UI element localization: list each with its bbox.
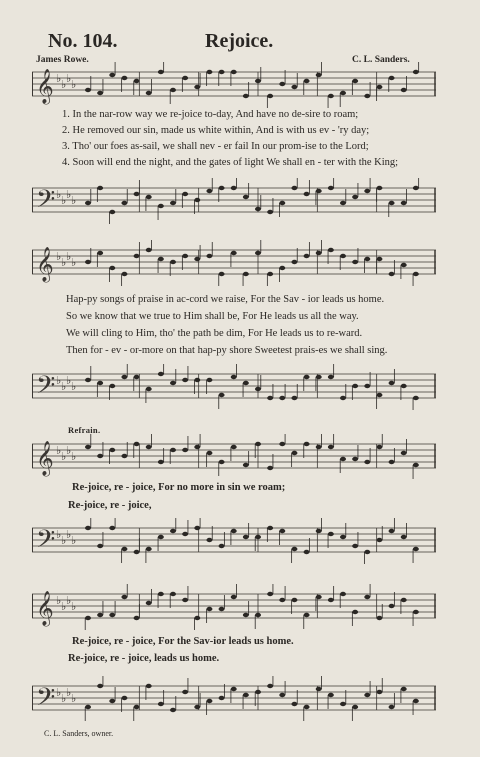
verse-4-line-b: Then for - ev - or-more on that hap-py shore Sweetest prais-es we shall sing. [66,345,388,356]
svg-text:♭: ♭ [66,594,72,607]
refrain-label: Refrain. [68,425,101,435]
svg-text:♭: ♭ [61,256,67,269]
svg-text:𝄢: 𝄢 [36,683,56,718]
svg-text:♭: ♭ [61,380,67,393]
svg-text:𝄞: 𝄞 [36,69,54,104]
svg-text:𝄞: 𝄞 [36,591,54,626]
svg-text:𝄢: 𝄢 [36,525,56,560]
refrain-line-1-bass: Re-joice, re - joice, [68,500,152,511]
svg-text:𝄢: 𝄢 [36,371,56,406]
refrain-line-2-bass: Re-joice, re - joice, leads us home. [68,653,220,664]
svg-text:♭: ♭ [56,250,62,263]
svg-text:♭: ♭ [71,256,77,269]
svg-text:♭: ♭ [71,600,77,613]
svg-text:♭: ♭ [61,534,67,547]
copyright-owner: C. L. Sanders, owner. [44,729,114,738]
svg-text:𝄢: 𝄢 [36,185,56,220]
verse-3-line-b: We will cling to Him, tho' the path be dim, For He leads us to re-ward. [66,328,363,339]
svg-text:♭: ♭ [71,380,77,393]
verse-2-line-b: So we know that we true to Him shall be, For He leads us all the way. [66,311,359,322]
refrain-line-2-soprano: Re-joice, re - joice, For the Sav-ior leads us home. [72,636,294,647]
staff-bass-3 [32,518,436,564]
svg-text:♭: ♭ [71,534,77,547]
composer-credit: C. L. Sanders. [352,55,410,65]
svg-text:♭: ♭ [56,594,62,607]
verse-2-line-a: 2. He removed our sin, made us white within, And is with us ev - 'ry day; [62,125,370,136]
svg-text:♭: ♭ [61,78,67,91]
svg-text:♭: ♭ [56,444,62,457]
svg-text:♭: ♭ [66,188,72,201]
svg-text:♭: ♭ [61,450,67,463]
staff-treble-1 [32,62,436,108]
lyricist-credit: James Rowe. [36,55,89,65]
svg-text:♭: ♭ [71,78,77,91]
staff-treble-4 [32,584,436,630]
hymn-title: Rejoice. [205,30,274,52]
svg-text:♭: ♭ [61,194,67,207]
staff-bass-1 [32,178,436,224]
verse-1-line-a: 1. In the nar-row way we re-joice to-day, And have no de-sire to roam; [62,109,359,120]
hymn-number: No. 104. [48,30,118,52]
staff-treble-3 [32,434,436,480]
staff-treble-2 [32,240,436,286]
svg-text:♭: ♭ [71,450,77,463]
svg-text:♭: ♭ [56,686,62,699]
refrain-line-1-soprano: Re-joice, re - joice, For no more in sin we roam; [72,482,286,493]
svg-text:♭: ♭ [61,692,67,705]
svg-text:♭: ♭ [61,600,67,613]
svg-text:♭: ♭ [66,250,72,263]
svg-text:♭: ♭ [71,692,77,705]
svg-text:♭: ♭ [56,528,62,541]
verse-1-line-b: Hap-py songs of praise in ac-cord we raise, For the Sav - ior leads us home. [66,294,385,305]
svg-text:♭: ♭ [66,444,72,457]
svg-text:𝄞: 𝄞 [36,441,54,476]
svg-text:♭: ♭ [66,528,72,541]
svg-text:♭: ♭ [56,72,62,85]
svg-text:♭: ♭ [56,188,62,201]
svg-text:♭: ♭ [66,72,72,85]
verse-4-line-a: 4. Soon will end the night, and the gates of light We shall en - ter with the King; [62,157,399,168]
svg-text:♭: ♭ [71,194,77,207]
svg-text:♭: ♭ [66,374,72,387]
svg-text:♭: ♭ [56,374,62,387]
svg-text:♭: ♭ [66,686,72,699]
staff-bass-2 [32,364,436,410]
staff-bass-4 [32,676,436,722]
verse-3-line-a: 3. Tho' our foes as-sail, we shall nev - er fail In our prom-ise to the Lord; [62,141,369,152]
svg-text:𝄞: 𝄞 [36,247,54,282]
